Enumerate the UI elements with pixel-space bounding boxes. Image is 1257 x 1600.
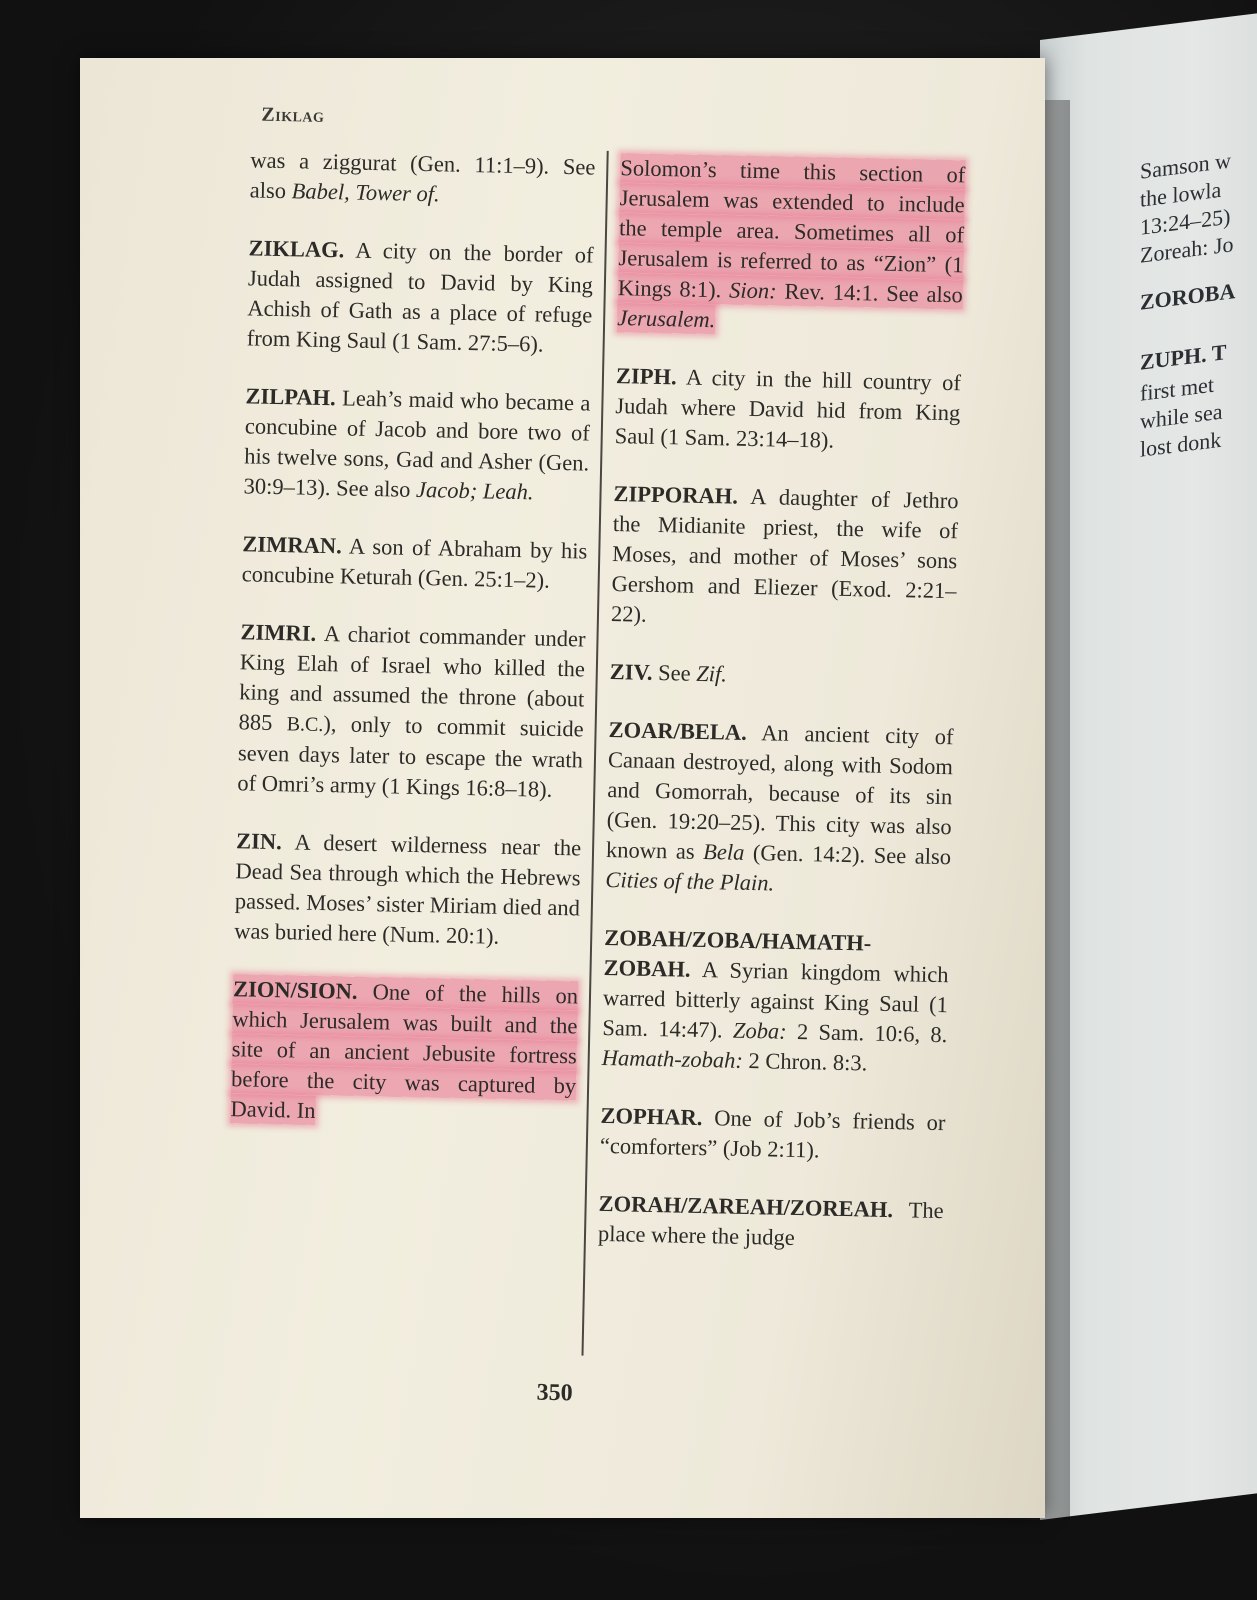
facing-page	[1040, 8, 1257, 1520]
entry-headword: ZOBAH/ZOBA/HAMATH-ZOBAH.	[603, 924, 872, 982]
dictionary-entry-zin	[234, 826, 581, 953]
entry-cross-reference: Jacob; Leah.	[415, 476, 534, 505]
entry-text: Leah’s maid who became a concubine of Jacob and bore two of his twelve sons, Gad and Asher (Gen. 30:9–13). See also	[243, 385, 591, 502]
entry-cross-reference: Babel, Tower of.	[291, 178, 440, 207]
dictionary-entry-ziv	[609, 657, 955, 694]
entry-text: A desert wilderness near the Dead Sea through which the Hebrews passed. Moses’ sister Miriam died and was buried here (Num. 20:1).	[234, 829, 582, 949]
facing-page-line: Samson w	[1140, 147, 1232, 184]
entry-text: A city in the hill country of Judah where David hid from King Saul (1 Sam. 23:14–18).	[614, 364, 962, 453]
entry-headword: ZORAH/ZAREAH/ZOREAH.	[598, 1190, 894, 1223]
highlighted-text	[617, 153, 966, 334]
dictionary-entry-zion-cont	[617, 153, 966, 340]
entry-text: The place where the judge	[597, 1197, 944, 1251]
entry-text: Solomon’s time this section of Jerusalem was extended to include the temple area. Sometimes all of Jerusalem is referred to as “Zion” (1 Kings 8:1).	[617, 155, 966, 303]
entry-cross-reference: Jerusalem.	[616, 305, 716, 333]
dictionary-entry-zion	[230, 974, 578, 1131]
entry-text: A son of Abraham by his concubine Keturah (Gen. 25:1–2).	[241, 533, 588, 593]
dictionary-entry-zipporah	[611, 479, 959, 636]
entry-cross-reference: Cities of the Plain.	[605, 866, 775, 896]
left-column	[230, 145, 596, 1159]
entry-cross-reference: Zoba:	[732, 1017, 787, 1044]
facing-page-line: while sea	[1140, 398, 1223, 434]
dictionary-entry-zorah	[598, 1189, 944, 1256]
dictionary-entry-zoar	[605, 715, 954, 902]
entry-headword: ZIPH.	[615, 363, 677, 390]
dictionary-entry-zobah	[601, 923, 949, 1080]
entry-headword: ZIKLAG.	[248, 235, 345, 263]
facing-page-text-top	[1140, 133, 1257, 270]
page-number: 350	[536, 1379, 573, 1407]
entry-headword: ZOPHAR.	[600, 1102, 703, 1131]
facing-page-line: the lowla	[1140, 176, 1222, 212]
entry-text: One of Job’s friends or “comforters” (Job 2:11).	[599, 1105, 946, 1163]
dictionary-entry-ziklag	[246, 233, 593, 360]
facing-page-line: Zoreah: Jo	[1140, 231, 1234, 268]
entry-headword: ZIMRI.	[240, 619, 317, 646]
entry-cross-reference: Zif.	[696, 660, 728, 687]
dictionary-entry-zophar	[600, 1101, 946, 1168]
entry-headword: ZOAR/BELA.	[608, 717, 747, 745]
dictionary-entry-zimri	[237, 617, 586, 805]
facing-page-line: 13:24–25)	[1140, 203, 1231, 240]
entry-text: One of the hills on which Jerusalem was built and the site of an ancient Jebusite fortress before the city was captured by David. In	[230, 978, 579, 1123]
entry-headword: ZIPPORAH.	[613, 481, 739, 509]
entry-text: A chariot commander under King Elah of Israel who killed the king and assumed the throne (about 885	[238, 620, 586, 736]
entry-headword: ZILPAH.	[245, 383, 336, 411]
book-page	[80, 58, 1045, 1518]
facing-page-line: lost donk	[1140, 426, 1222, 462]
entry-text: was a ziggurat (Gen. 11:1–9). See also	[249, 147, 596, 204]
entry-cross-reference: Bela	[702, 839, 745, 865]
entry-text: An ancient city of Canaan destroyed, along with Sodom and Gomorrah, because of its sin (Gen. 19:20–25). This city was also known as	[605, 719, 954, 865]
facing-page-headword: ZUPH. T	[1140, 339, 1227, 375]
right-column	[597, 153, 965, 1284]
dictionary-entry-ziph	[614, 361, 961, 458]
entry-text: (Gen. 14:2). See also	[744, 839, 952, 870]
entry-headword: ZIMRAN.	[242, 531, 343, 559]
entry-headword: ZIV.	[609, 659, 653, 685]
entry-text: A daughter of Jethro the Midianite priest, the wife of Moses, and mother of Moses’ sons Gershom and Eliezer (Exod. 2:21–22).	[610, 483, 959, 627]
dictionary-entry-zilpah	[243, 381, 590, 508]
entry-text: A city on the border of Judah assigned to David by King Achish of Gath as a place of refuge from King Saul (1 Sam. 27:5–6).	[246, 237, 594, 357]
page-content	[64, 48, 1059, 1528]
entry-headword: ZION/SION.	[232, 976, 358, 1004]
entry-text: See	[652, 659, 697, 686]
dictionary-entry-cont	[250, 145, 596, 212]
entry-text: A Syrian kingdom which warred bitterly against King Saul (1 Sam. 14:47).	[602, 956, 949, 1043]
dictionary-entry-zimran	[241, 529, 587, 596]
highlighted-text	[230, 974, 578, 1125]
running-head: Ziklag	[261, 103, 325, 127]
entry-cross-reference: Hamath-zobah:	[601, 1044, 744, 1073]
entry-text: Rev. 14:1. See also	[776, 278, 964, 308]
entry-cross-reference: Sion:	[728, 277, 777, 304]
entry-text: ), only to commit suicide seven days later to escape the wrath of Omri’s army (1 Kings 16:8–18).	[237, 711, 584, 802]
facing-page-headword: ZOROBA	[1140, 278, 1236, 315]
entry-text: 2 Chron. 8:3.	[742, 1047, 868, 1076]
entry-headword: ZIN.	[235, 828, 283, 855]
entry-text: 2 Sam. 10:6, 8.	[786, 1018, 948, 1048]
entry-text: B.C.	[286, 713, 324, 737]
facing-page-line: first met	[1140, 371, 1214, 406]
